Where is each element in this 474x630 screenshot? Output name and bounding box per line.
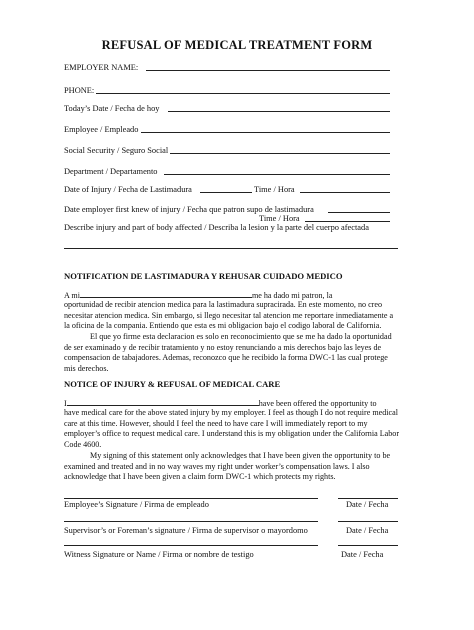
date-of-injury-field[interactable] bbox=[200, 192, 252, 193]
supervisor-signature-label: Supervisor’s or Foreman’s signature / Firma de supervisor o mayordomo bbox=[64, 526, 308, 535]
spanish-name-field[interactable] bbox=[80, 290, 252, 298]
employee-signature-label: Employee’s Signature / Firma de empleado bbox=[64, 500, 209, 509]
time2-field[interactable] bbox=[305, 221, 390, 222]
witness-date-line[interactable] bbox=[338, 545, 398, 546]
phone-label: PHONE: bbox=[64, 86, 95, 95]
spanish-para2: El que yo firme esta declaracion es solo en reconocimiento que se me ha dado la oportunidad de ser examinado y de recibir tratamiento y no estoy renunciando a mis derechos bajo las leyes de compensacion de tabajadores. Ademas, reconozco que he recibido la forma DWC-1 las cual protege mis derechos. bbox=[64, 332, 392, 373]
employee-field[interactable] bbox=[141, 132, 390, 133]
time-field[interactable] bbox=[300, 192, 390, 193]
employer-name-field[interactable] bbox=[146, 70, 390, 71]
describe-injury-label: Describe injury and part of body affected / Describa la lesion y la parte del cuerpo afectada bbox=[64, 223, 369, 232]
spanish-para1-start: A mi bbox=[64, 291, 80, 300]
ssn-label: Social Security / Seguro Social bbox=[64, 146, 169, 155]
employee-label: Employee / Empleado bbox=[64, 125, 139, 134]
time-label: Time / Hora bbox=[254, 185, 295, 194]
todays-date-label: Today’s Date / Fecha de hoy bbox=[64, 104, 160, 113]
employee-date-label: Date / Fecha bbox=[346, 500, 389, 509]
todays-date-field[interactable] bbox=[168, 111, 390, 112]
english-para2: My signing of this statement only acknowledges that I have been given the opportunity to be examined and treated and in no way waves my right under worker’s compensation laws. I also acknowledge that I have been given a claim form DWC-1 which protects my rights. bbox=[64, 451, 391, 482]
time2-label: Time / Hora bbox=[259, 214, 300, 223]
english-para1-start: I bbox=[64, 399, 67, 408]
witness-signature-line[interactable] bbox=[64, 545, 318, 546]
spanish-section-heading: NOTIFICATION DE LASTIMADURA Y REHUSAR CUIDADO MEDICO bbox=[64, 271, 343, 281]
english-para1: have medical care for the above stated injury by my employer. I feel as though I do not require medical care at this time. However, should I feel the need to have care I will immediately report to my employer’s office to request medical care. I understand this is my obligation under the California Labor Code 4600. bbox=[64, 408, 400, 449]
ssn-field[interactable] bbox=[170, 153, 390, 154]
supervisor-date-line[interactable] bbox=[338, 521, 398, 522]
describe-injury-field[interactable] bbox=[64, 248, 398, 249]
employee-signature-line[interactable] bbox=[64, 498, 318, 499]
date-employer-knew-field[interactable] bbox=[328, 212, 390, 213]
supervisor-date-label: Date / Fecha bbox=[346, 526, 389, 535]
employee-date-line[interactable] bbox=[338, 498, 398, 499]
witness-date-label: Date / Fecha bbox=[341, 550, 384, 559]
date-of-injury-label: Date of Injury / Fecha de Lastimadura bbox=[64, 185, 192, 194]
english-name-field[interactable] bbox=[67, 398, 259, 406]
supervisor-signature-line[interactable] bbox=[64, 521, 318, 522]
spanish-para1: oportunidad de recibir atencion medica para la lastimadura supracirada. En este momento, no creo necesitar atencion medica. Sin embargo, si llego necesitar tal atencion me reportare inmediatamente a la oficina de la compania. Entiendo que esta es mi obligacion bajo el codigo laboral de California. bbox=[64, 300, 394, 331]
department-field[interactable] bbox=[164, 174, 390, 175]
english-para1-after-blank: have been offered the opportunity to bbox=[258, 399, 377, 408]
date-employer-knew-label: Date employer first knew of injury / Fecha que patron supo de lastimadura bbox=[64, 205, 314, 214]
spanish-para1-after-blank: me ha dado mi patron, la bbox=[251, 291, 333, 300]
witness-signature-label: Witness Signature or Name / Firma or nombre de testigo bbox=[64, 550, 254, 559]
english-section-heading: NOTICE OF INJURY & REFUSAL OF MEDICAL CARE bbox=[64, 379, 281, 389]
employer-name-label: EMPLOYER NAME: bbox=[64, 63, 139, 72]
department-label: Department / Departamento bbox=[64, 167, 158, 176]
form-title: REFUSAL OF MEDICAL TREATMENT FORM bbox=[101, 38, 373, 52]
phone-field[interactable] bbox=[96, 93, 390, 94]
